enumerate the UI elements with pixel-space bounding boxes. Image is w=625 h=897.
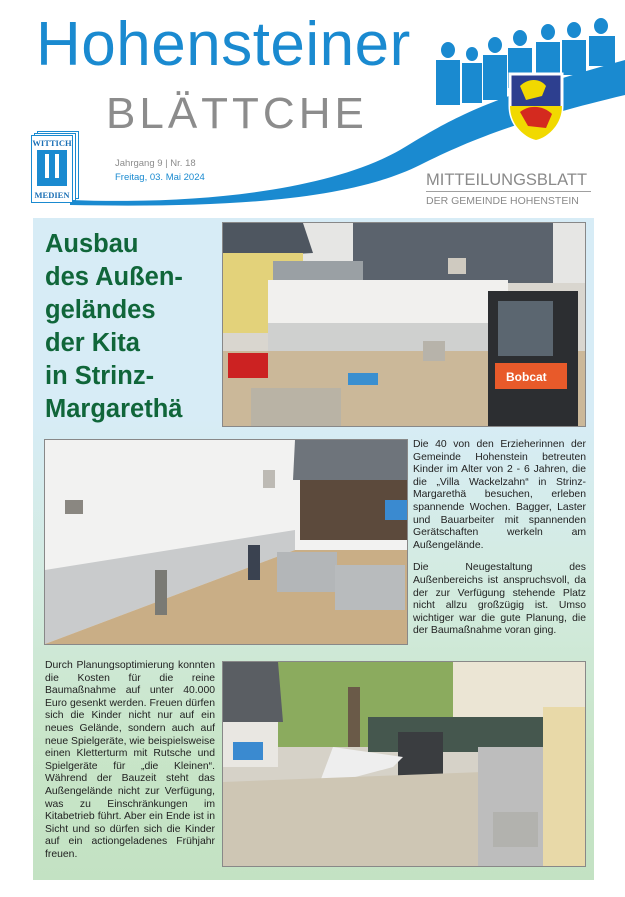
masthead-subtitle: BLÄTTCHE [106, 89, 368, 138]
divider [426, 191, 591, 192]
issue-number: Jahrgang 9 | Nr. 18 [115, 158, 196, 169]
publication-type: MITTEILUNGSBLATT [426, 171, 588, 189]
issue-date: Freitag, 03. Mai 2024 [115, 172, 205, 183]
headline-line: Margarethä [45, 395, 183, 423]
headline-line: in Strinz- [45, 362, 155, 390]
masthead-title: Hohensteiner [36, 10, 411, 79]
article-text-right [413, 439, 586, 648]
wittich-medien-logo: WITTICH MEDIEN [31, 131, 77, 203]
coat-of-arms-icon [506, 66, 566, 142]
photo-excavator-under-tree [222, 661, 586, 867]
headline-line: der Kita [45, 329, 140, 357]
headline-line: Ausbau [45, 230, 139, 258]
wittich-w-icon [37, 150, 67, 186]
headline-line: des Außen- [45, 263, 183, 291]
headline-line: geländes [45, 296, 156, 324]
bobcat-label: Bobcat [506, 370, 547, 384]
article-paragraph: Durch Planungsoptimierung konnten die Kosten für die reine Baumaßnahme auf unter 40.000 Euro gesenkt werden. Freuen dürfen sich die Kinder nicht nur auf ein neues Gelände, sondern auch auf neue Spielgeräte, wie beispielsweise einen Kletterturm mit Rutsche und Spielgeräte für „die Kleinen“. Während der Bauzeit steht das Außengelände nicht zur Verfügung, was zu Einschränkungen im Kitabetrieb führt. Aber ein Ende ist in Sicht und so dürfen sich die Kinder auf ein actiongeladenes Frühjahr freuen. [45, 660, 215, 860]
article-paragraph: Die Neugestaltung des Außenbereichs ist anspruchsvoll, da der zur Verfügung stehende Platz nicht allzu großzügig ist. Umso wichtiger war die gute Planung, die der Baumaßnahme voran ging. [413, 562, 586, 637]
photo-workers-at-wall [44, 439, 408, 645]
municipality: DER GEMEINDE HOHENSTEIN [426, 195, 579, 207]
article-headline [45, 228, 215, 426]
photo-construction-site [222, 222, 586, 427]
article-paragraph: Die 40 von den Erzieherinnen der Gemeinde Hohenstein betreuten Kinder im Alter von 2 - 6 Jahren, die die „Villa Wackelzahn“ in Strinz-Margarethä besuchen, erleben spannende Wochen. Bagger, Laster und Bauarbeiter mit spannenden Gerätschaften werkeln am Außengelände. [413, 439, 586, 551]
article-text-left [45, 660, 215, 872]
